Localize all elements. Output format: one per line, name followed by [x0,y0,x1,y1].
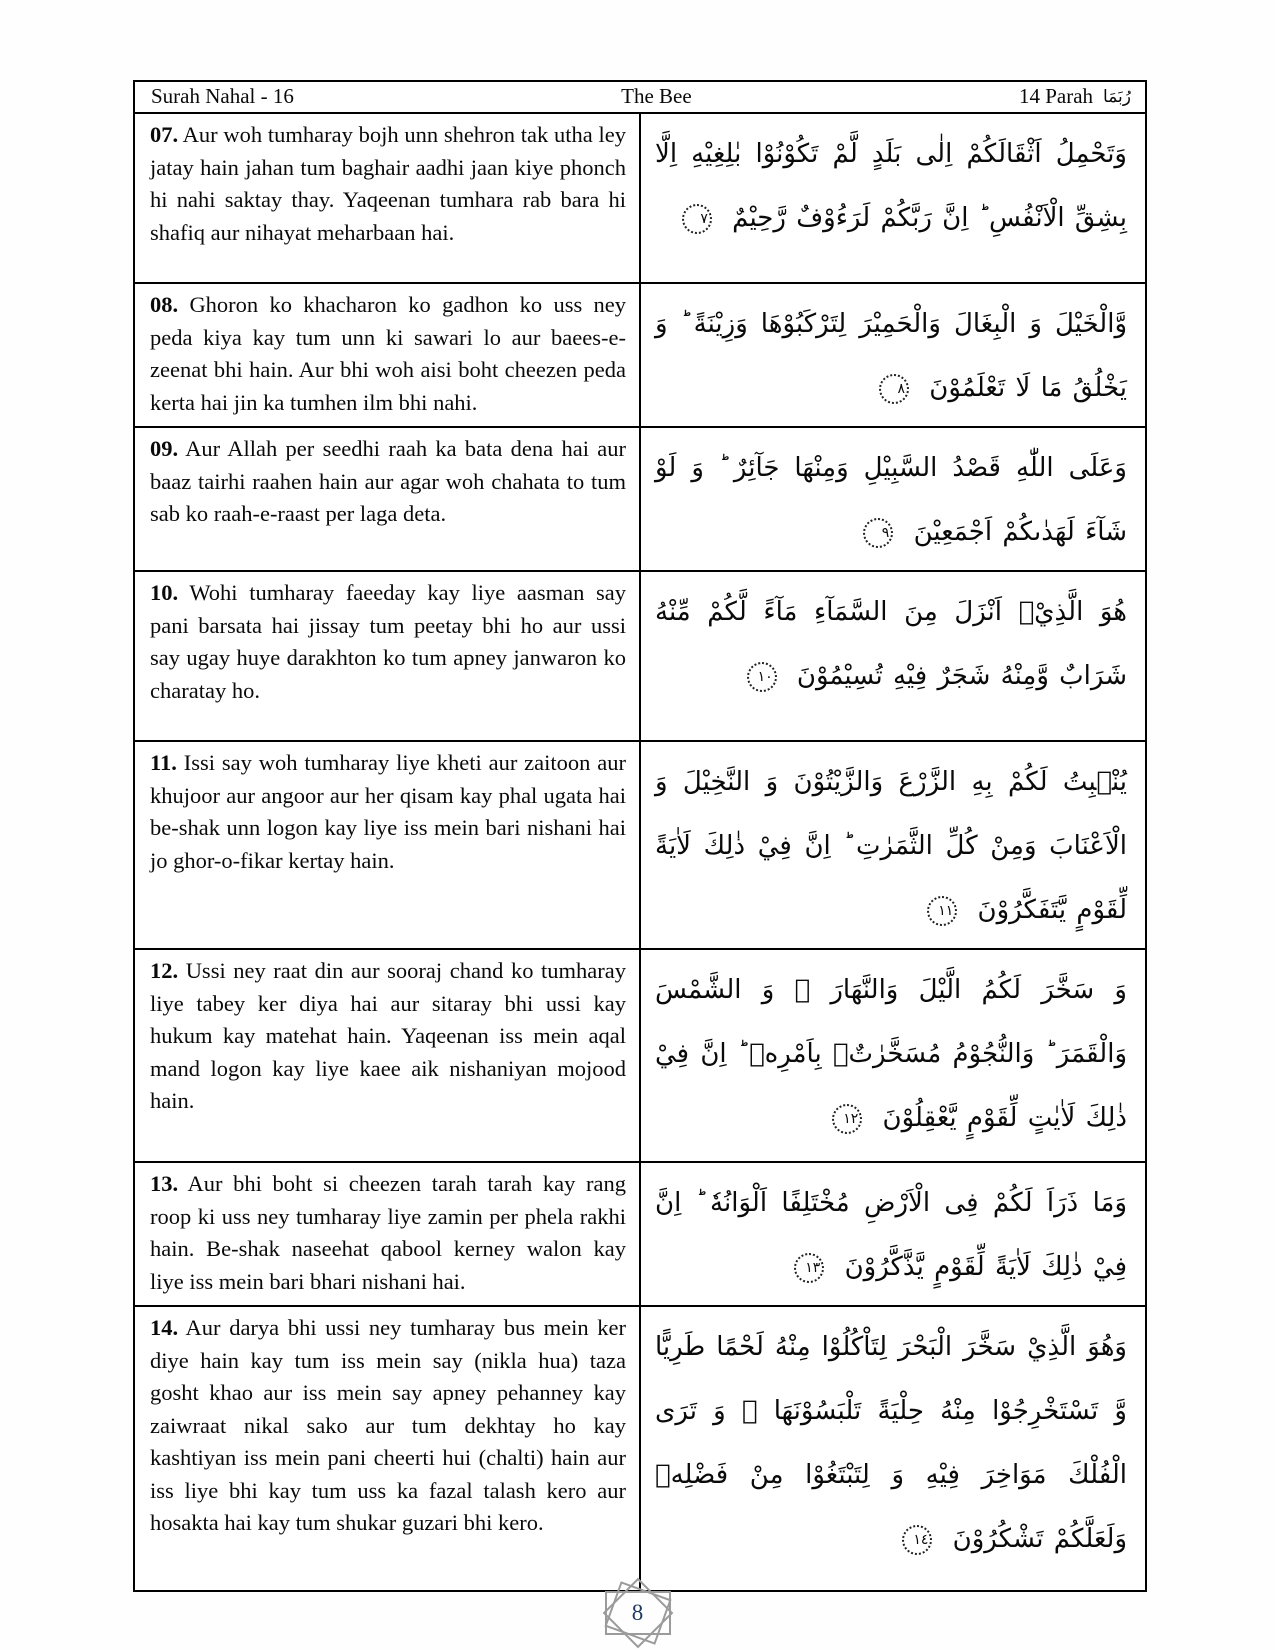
surah-title: Surah Nahal - 16 [151,84,294,108]
ayah-end-marker: ٧ [682,204,712,234]
verse-row-13 [134,1162,1146,1306]
verse-number: 07. [150,122,179,147]
parah-arabic-word: رُبَمَا [1103,86,1131,107]
arabic-text: يُنْۢبِتُ لَكُمْ بِهِ الزَّرْعَ وَالزَّيْتُوْنَ وَ النَّخِيْلَ وَ الْاَعْنَابَ وَمِنْ كُلِّ الثَّمَرٰتِ ؕ اِنَّ فِيْ ذٰلِكَ لَاٰيَةً لِّقَوْمٍ يَّتَفَكَّرُوْنَ [655,767,1127,925]
ayah-end-marker: ٨ [879,374,909,404]
verse-number: 11. [150,750,177,775]
verse-arabic [641,1307,1145,1577]
verse-translation [135,114,639,253]
verse-row-10 [134,571,1146,741]
verse-number: 08. [150,292,179,317]
verse-table [133,80,1147,1592]
verse-translation [135,572,639,711]
verse-arabic [641,742,1145,948]
parah-info [1019,84,1131,109]
verse-translation [135,428,639,535]
ayah-end-marker: ١١ [927,896,957,926]
translation-text: Aur darya bhi ussi ney tumharay bus mein ker diye hain kay tum iss mein say (nikla hua) taza gosht khao aur iss mein say apney pehanney kay zaiwraat nikal sako aur tum dekhtay ho kay kashtiyan iss mein pani cheerti hui (chalti) hain aur iss liye bhi kay tum uss ka fazal talash kero aur hosakta hai kay tum shukar guzari bhi kero. [150,1315,626,1535]
verse-arabic [641,114,1145,256]
verse-number: 09. [150,436,179,461]
verse-arabic [641,950,1145,1156]
arabic-text: وَّالْخَيْلَ وَ الْبِغَالَ وَالْحَمِيْرَ لِتَرْكَبُوْهَا وَزِيْنَةً ؕ وَ يَخْلُقُ مَا لَا تَعْلَمُوْنَ [655,309,1127,403]
translation-text: Aur woh tumharay bojh unn shehron tak utha ley jatay hain jahan tum baghair aadhi jaan kiye phonch hi nahi saktay thay. Yaqeenan tumhara rab bara hi shafiq aur nihayat meharbaan hai. [150,122,626,245]
verse-row-07 [134,113,1146,283]
verse-number: 14. [150,1315,179,1340]
verse-translation [135,1163,639,1302]
verse-row-14 [134,1306,1146,1591]
translation-text: Issi say woh tumharay liye kheti aur zaitoon aur khujoor aur angoor aur her qisam kay phal ugata hai be-shak unn logon kay liye iss mein bari nishani hai jo ghor-o-fikar kertay hain. [150,750,626,873]
ayah-end-marker: ١٤ [902,1525,932,1555]
verse-translation [135,1307,639,1544]
page-header [135,82,1145,111]
translation-text: Aur bhi boht si cheezen tarah tarah kay rang roop ki uss ney tumharay liye zamin per phela rakhi hain. Be-shak naseehat qabool kerney walon kay liye iss mein bari bhari nishani hai. [150,1171,626,1294]
verse-row-11 [134,741,1146,949]
arabic-text: وَهُوَ الَّذِيْ سَخَّرَ الْبَحْرَ لِتَاْكُلُوْا مِنْهُ لَحْمًا طَرِيًّا وَّ تَسْتَخْرِجُوْا مِنْهُ حِلْيَةً تَلْبَسُوْنَهَا ۚ وَ تَرَى الْفُلْكَ مَوَاخِرَ فِيْهِ وَ لِتَبْتَغُوْا مِنْ فَضْلِهٖ وَلَعَلَّكُمْ تَشْكُرُوْنَ [655,1332,1127,1554]
header-row [134,81,1146,113]
arabic-text: وَعَلَى اللّٰهِ قَصْدُ السَّبِيْلِ وَمِنْهَا جَآئِرٌ ؕ وَ لَوْ شَآءَ لَهَدٰىكُمْ اَجْمَعِيْنَ [655,453,1127,547]
verse-arabic [641,428,1145,570]
parah-label: 14 Parah [1018,84,1094,108]
verse-arabic [641,572,1145,714]
translation-text: Aur Allah per seedhi raah ka bata dena hai aur baaz tairhi raahen hain aur agar woh chahata to tum sab ko raah-e-raast per laga deta. [150,436,626,526]
verse-translation [135,284,639,423]
page-number: 8 [631,1600,644,1625]
ayah-end-marker: ٩ [863,518,893,548]
verse-translation [135,950,639,1122]
ayah-end-marker: ١٢ [832,1104,862,1134]
ayah-end-marker: ١٠ [747,662,777,692]
verse-row-12 [134,949,1146,1162]
translation-text: Ussi ney raat din aur sooraj chand ko tumharay liye tabey ker diya hai aur sitaray bhi ussi kay hukum kay matehat hain. Yaqeenan iss mein aqal mand logon kay liye kaee aik nishaniyan mojood hain. [150,958,627,1113]
ayah-end-marker: ١٣ [794,1253,824,1283]
page-number-medallion [588,1576,688,1650]
arabic-text: وَ سَخَّرَ لَكُمُ الَّيْلَ وَالنَّهَارَ ۙ وَ الشَّمْسَ وَالْقَمَرَ ؕ وَالنُّجُوْمُ مُسَخَّرٰتٌۢ بِاَمْرِهٖ ؕ اِنَّ فِيْ ذٰلِكَ لَاٰيٰتٍ لِّقَوْمٍ يَّعْقِلُوْنَ [655,975,1127,1133]
verse-row-09 [134,427,1146,571]
translation-text: Ghoron ko khacharon ko gadhon ko uss ney peda kiya kay tum unn ki sawari lo aur baees-e-zeenat bhi hain. Aur bhi woh aisi boht cheezen peda kerta hai jin ka tumhen ilm bhi nahi. [150,292,626,415]
surah-name-english: The Bee [621,84,692,108]
arabic-text: وَمَا ذَرَاَ لَكُمْ فِى الْاَرْضِ مُخْتَلِفًا اَلْوَانُهٗ ؕ اِنَّ فِيْ ذٰلِكَ لَاٰيَةً لِّقَوْمٍ يَّذَّكَّرُوْنَ [655,1188,1127,1282]
verse-number: 12. [150,958,179,983]
verse-number: 10. [150,580,179,605]
verse-arabic [641,284,1145,426]
verse-row-08 [134,283,1146,427]
verse-translation [135,742,639,881]
verse-number: 13. [150,1171,179,1196]
arabic-text: وَتَحْمِلُ اَثْقَالَكُمْ اِلٰى بَلَدٍ لَّمْ تَكُوْنُوْا بٰلِغِيْهِ اِلَّا بِشِقِّ الْاَنْفُسِ ؕ اِنَّ رَبَّكُمْ لَرَءُوْفٌ رَّحِيْمٌ [655,139,1127,233]
verse-arabic [641,1163,1145,1305]
translation-text: Wohi tumharay faeeday kay liye aasman say pani barsata hai jissay tum peetay bhi ho aur ussi say ugay huye darakhton ko tum apney janwaron ko charatay ho. [150,580,627,703]
arabic-text: هُوَ الَّذِيْۤ اَنْزَلَ مِنَ السَّمَآءِ مَآءً لَّكُمْ مِّنْهُ شَرَابٌ وَّمِنْهُ شَجَرٌ فِيْهِ تُسِيْمُوْنَ [655,597,1127,691]
